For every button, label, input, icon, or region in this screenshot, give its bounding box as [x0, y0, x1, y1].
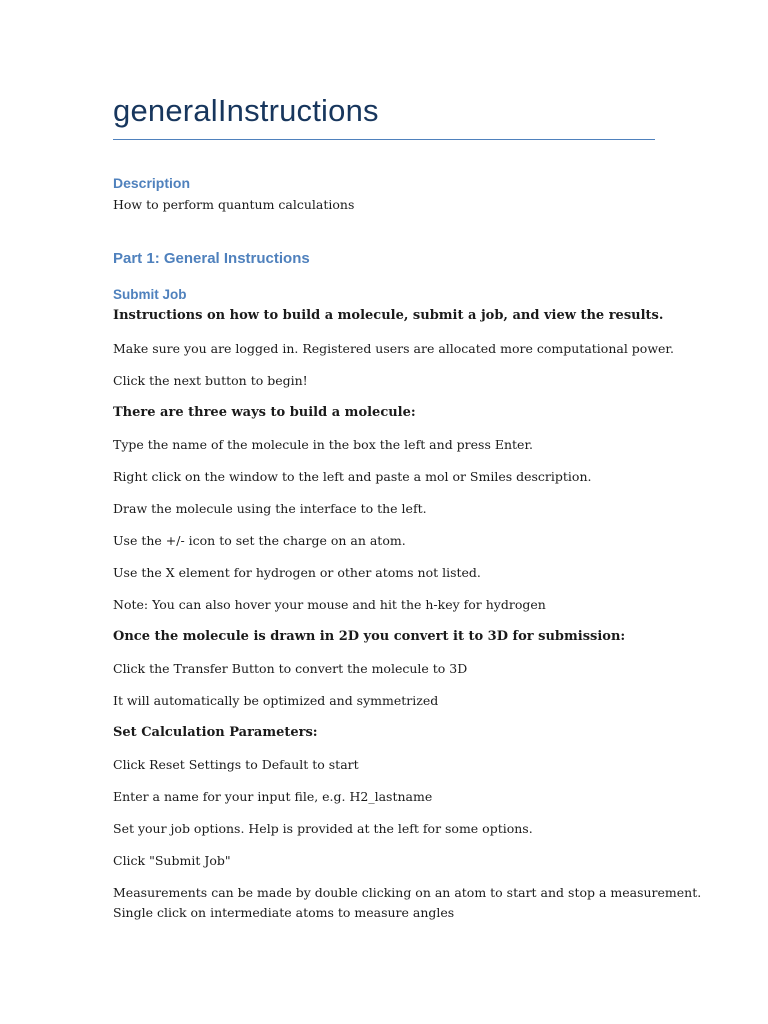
- instruction-line: Use the +/- icon to set the charge on an atom.: [113, 533, 406, 548]
- instruction-line: Click the Transfer Button to convert the molecule to 3D: [113, 661, 468, 676]
- description-text: How to perform quantum calculations: [113, 197, 355, 212]
- instruction-line: Make sure you are logged in. Registered users are allocated more computational power.: [113, 341, 675, 356]
- part-heading: Part 1: General Instructions: [113, 250, 310, 267]
- document-title: generalInstructions: [113, 93, 379, 128]
- instruction-line: Click the next button to begin!: [113, 373, 308, 388]
- instruction-line: Right click on the window to the left and paste a mol or Smiles description.: [113, 469, 592, 484]
- instruction-line: Use the X element for hydrogen or other atoms not listed.: [113, 565, 481, 580]
- instructions-intro: Instructions on how to build a molecule, submit a job, and view the results.: [113, 308, 664, 323]
- instruction-line: Set your job options. Help is provided at the left for some options.: [113, 821, 533, 836]
- instruction-line: Type the name of the molecule in the box the left and press Enter.: [113, 437, 534, 452]
- convert-3d-heading: Once the molecule is drawn in 2D you convert it to 3D for submission:: [113, 629, 626, 644]
- instruction-line: Click "Submit Job": [113, 853, 231, 868]
- instruction-line: Measurements can be made by double clicking on an atom to start and stop a measurement.: [113, 885, 702, 900]
- build-methods-heading: There are three ways to build a molecule:: [113, 405, 416, 420]
- calc-params-heading: Set Calculation Parameters:: [113, 725, 318, 740]
- instruction-line: Draw the molecule using the interface to the left.: [113, 501, 427, 516]
- title-divider: [113, 139, 655, 140]
- instruction-line: It will automatically be optimized and symmetrized: [113, 693, 439, 708]
- submit-job-heading: Submit Job: [113, 287, 187, 302]
- instruction-line: Single click on intermediate atoms to measure angles: [113, 905, 455, 920]
- instruction-line: Click Reset Settings to Default to start: [113, 757, 359, 772]
- description-heading: Description: [113, 175, 191, 191]
- instruction-note: Note: You can also hover your mouse and hit the h-key for hydrogen: [113, 597, 546, 612]
- instruction-line: Enter a name for your input file, e.g. H2_lastname: [113, 789, 433, 804]
